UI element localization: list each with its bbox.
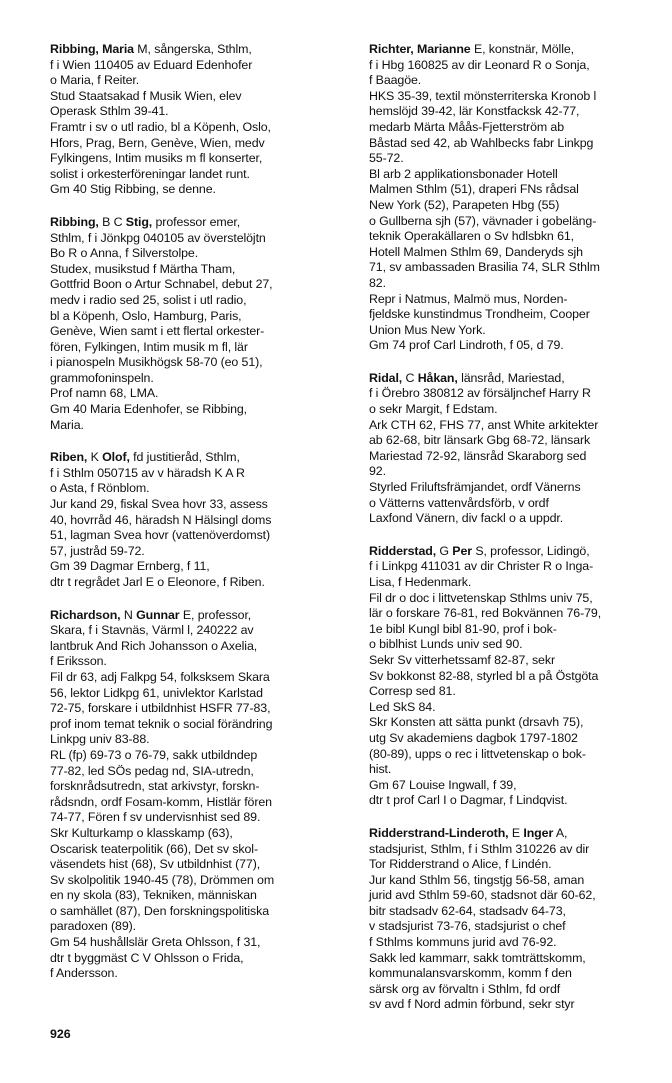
entry-text-line: stadsjurist, Sthlm, f i Sthlm 310226 av dir — [369, 841, 590, 856]
entry-text-line: o Vätterns vattenvårdsförb, v ordf — [369, 495, 549, 510]
left-column — [50, 42, 342, 999]
entry-text-line: dtr t byggmäst C V Ohlsson o Frida, — [50, 950, 244, 965]
biography-entry — [369, 544, 661, 809]
entry-text-line: dtr t prof Carl I o Dagmar, f Lindqvist. — [369, 793, 568, 808]
entry-text-line: medv i radio sed 25, solist i utl radio, — [50, 292, 247, 307]
entry-text-line: 55-72. — [369, 151, 404, 166]
entry-text-line: f i Örebro 380812 av försäljnchef Harry R — [369, 386, 591, 401]
entry-text-line: hemslöjd 39-42, lär Konstfacksk 42-77, — [369, 104, 580, 119]
entry-text-line: medarb Märta Måås-Fjetterström ab — [369, 119, 565, 134]
entry-heading-rest: E, konstnär, Mölle, — [470, 42, 574, 56]
entry-text-line: Fil dr o doc i littvetenskap Sthlms univ 75, — [369, 590, 593, 605]
entry-text-line: Gm 54 hushållslär Greta Ohlsson, f 31, — [50, 935, 261, 950]
entry-text-line: o biblhist Lunds univ sed 90. — [369, 637, 523, 652]
entry-initials: B C — [102, 214, 126, 229]
entry-text-line: f Baagöe. — [369, 73, 422, 88]
biography-entry — [369, 826, 661, 1013]
entry-surname: Riben, — [50, 450, 91, 465]
entry-text-line: 1e bibl Kungl bibl 81-90, prof i bok- — [369, 621, 557, 636]
entry-initials: G — [439, 543, 453, 558]
entry-text-line: HKS 35-39, textil mönsterriterska Kronob l — [369, 88, 597, 103]
entry-given-name: Per — [452, 543, 472, 558]
entry-surname: Ridderstad, — [369, 543, 440, 558]
entry-text-line: Prof namn 68, LMA. — [50, 386, 159, 401]
right-column — [369, 42, 661, 1030]
entry-text-line: Sv skolpolitik 1940-45 (78), Drömmen om — [50, 872, 275, 887]
entry-text-line: 92. — [369, 464, 386, 479]
entry-heading — [50, 450, 342, 466]
entry-heading — [50, 42, 342, 58]
entry-text-line: Fylkingens, Intim musiks m fl konserter, — [50, 151, 263, 166]
entry-text-line: Bo R o Anna, f Silverstolpe. — [50, 246, 199, 261]
entry-text-line: Linkpg univ 83-88. — [50, 732, 150, 747]
entry-given-name: Stig, — [125, 214, 153, 229]
entry-given-name: Marianne — [417, 42, 471, 56]
entry-text-line: RL (fp) 69-73 o 76-79, sakk utbildndep — [50, 747, 258, 762]
entry-text-line: Lisa, f Hedenmark. — [369, 575, 472, 589]
entry-text-line: väsendets hist (68), Sv utbildnhist (77), — [50, 857, 261, 872]
entry-text-line: Operask Sthlm 39-41. — [50, 104, 169, 119]
entry-text-line: Styrled Friluftsfrämjandet, ordf Vänerns — [369, 480, 581, 495]
entry-heading — [369, 544, 661, 560]
entry-text-line: Hotell Malmen Sthlm 69, Danderyds sjh — [369, 244, 583, 259]
entry-text-line: jurid avd Sthlm 59-60, stadsnot där 60-62, — [369, 888, 596, 903]
entry-heading-rest: länsråd, Mariestad, — [457, 370, 565, 385]
entry-text-line: fjeldske kunstindmus Trondheim, Cooper — [369, 307, 590, 322]
entry-text-line: Gm 74 prof Carl Lindroth, f 05, d 79. — [369, 338, 564, 353]
entry-heading-rest: fd justitieråd, Sthlm, — [129, 450, 240, 465]
entry-text-line: New York (52), Parapeten Hbg (55) — [369, 197, 560, 212]
entry-text-line: o Asta, f Rönblom. — [50, 481, 150, 496]
entry-text-line: f i Wien 110405 av Eduard Edenhofer — [50, 57, 253, 72]
entry-text-line: Stud Staatsakad f Musik Wien, elev — [50, 88, 242, 103]
entry-text-line: Jur kand Sthlm 56, tingstjg 56-58, aman — [369, 872, 585, 887]
entry-text-line: Jur kand 29, fiskal Svea hovr 33, assess — [50, 497, 268, 512]
entry-text-line: bl a Köpenh, Oslo, Hamburg, Paris, — [50, 308, 242, 323]
entry-text-line: Genève, Wien samt i ett flertal orkester- — [50, 324, 265, 339]
entry-heading-rest: professor emer, — [152, 214, 241, 229]
entry-text-line: utg Sv akademiens dagbok 1797-1802 — [369, 730, 578, 745]
entry-text-line: Hfors, Prag, Bern, Genève, Wien, medv — [50, 135, 265, 150]
entry-text-line: o samhället (87), Den forskningspolitiska — [50, 903, 270, 918]
entry-text-line: lär o forskare 76-81, red Bokvännen 76-79, — [369, 606, 602, 621]
entry-text-line: f Andersson. — [50, 966, 118, 981]
entry-heading — [50, 215, 342, 231]
entry-text-line: 74-77, Fören f sv undervisnhist sed 89. — [50, 810, 261, 825]
entry-text-line: 72-75, forskare i utbildnhist HSFR 77-83, — [50, 701, 271, 716]
entry-text-line: hist. — [369, 762, 392, 777]
entry-text-line: sv avd f Nord admin förbund, sekr styr — [369, 997, 575, 1012]
entry-heading-rest: M, sångerska, Sthlm, — [133, 42, 252, 56]
entry-text-line: o Maria, f Reiter. — [50, 73, 140, 88]
entry-text-line: Led SkS 84. — [369, 699, 436, 714]
entry-text-line: Mariestad 72-92, länsråd Skaraborg sed — [369, 448, 587, 463]
entry-initials: N — [123, 607, 137, 622]
entry-heading — [369, 371, 661, 387]
entry-text-line: f i Hbg 160825 av dir Leonard R o Sonja, — [369, 57, 590, 72]
entry-text-line: Båstad sed 42, ab Wahlbecks fabr Linkpg — [369, 135, 594, 150]
entry-surname: Ribbing, — [50, 42, 103, 56]
entry-text-line: Skara, f i Stavnäs, Värml l, 240222 av — [50, 623, 254, 638]
entry-given-name: Gunnar — [136, 607, 180, 622]
entry-text-line: Corresp sed 81. — [369, 684, 456, 699]
entry-text-line: 77-82, led SÖs pedag nd, SIA-utredn, — [50, 763, 254, 778]
entry-text-line: lantbruk And Rich Johansson o Axelia, — [50, 638, 258, 653]
entry-text-line: fören, Fylkingen, Intim musik m fl, lär — [50, 339, 248, 354]
entry-heading-rest: A, — [553, 825, 568, 840]
entry-text-line: o Gullberna sjh (57), vävnader i gobeläng- — [369, 213, 597, 228]
entry-text-line: v stadsjurist 73-76, stadsjurist o chef — [369, 919, 566, 934]
entry-text-line: f i Linkpg 411031 av dir Christer R o Inga- — [369, 559, 594, 574]
entry-text-line: Oscarisk teaterpolitik (66), Det sv skol- — [50, 841, 258, 856]
biography-entry — [50, 42, 342, 198]
entry-text-line: rådsndn, ordf Fosam-komm, Histlär fören — [50, 794, 272, 809]
entry-text-line: 40, hovrråd 46, häradsh N Hälsingl doms — [50, 512, 272, 527]
entry-text-line: Fil dr 63, adj Falkpg 54, folksksem Skara — [50, 669, 270, 684]
entry-text-line: 71, sv ambassaden Brasilia 74, SLR Sthlm — [369, 260, 600, 275]
entry-text-line: Sekr Sv vitterhetssamf 82-87, sekr — [369, 652, 555, 667]
biography-entry — [50, 215, 342, 433]
entry-text-line: forsknrådsutredn, stat arkivstyr, forskn- — [50, 779, 260, 794]
entry-given-name: Maria — [102, 42, 134, 56]
entry-text-line: dtr t regrådet Jarl E o Eleonore, f Riben. — [50, 575, 265, 589]
entry-heading-rest: S, professor, Lidingö, — [471, 543, 590, 558]
entry-text-line: Skr Kulturkamp o klasskamp (63), — [50, 825, 233, 840]
entry-surname: Ridderstrand-Linderoth, — [369, 825, 512, 840]
entry-initials: C — [405, 370, 418, 385]
biography-entry — [369, 42, 661, 354]
entry-heading — [369, 42, 661, 58]
entry-heading — [50, 608, 342, 624]
entry-heading — [369, 826, 661, 842]
entry-text-line: Maria. — [50, 417, 84, 432]
entry-text-line: teknik Operakällaren o Sv hdlsbkn 61, — [369, 229, 574, 244]
entry-text-line: solist i orkesterföreningar landet runt. — [50, 166, 250, 181]
entry-text-line: Sakk led kammarr, sakk tomträttskomm, — [369, 950, 586, 965]
entry-text-line: bitr stadsadv 62-64, stadsadv 64-73, — [369, 903, 566, 918]
entry-text-line: Sthlm, f i Jönkpg 040105 av överstelöjtn — [50, 230, 266, 245]
entry-initials: E — [511, 825, 524, 840]
entry-text-line: Skr Konsten att sätta punkt (drsavh 75), — [369, 715, 584, 730]
entry-heading-rest: E, professor, — [179, 607, 252, 622]
biography-entry — [369, 371, 661, 527]
biography-entry — [50, 608, 342, 982]
entry-surname: Ribbing, — [50, 214, 103, 229]
entry-text-line: Bl arb 2 applikationsbonader Hotell — [369, 166, 558, 181]
entry-text-line: (80-89), upps o rec i littvetenskap o bok- — [369, 746, 586, 761]
entry-text-line: Malmen Sthlm (51), draperi FNs rådsal — [369, 182, 579, 197]
biography-entry — [50, 450, 342, 590]
entry-text-line: Framtr i sv o utl radio, bl a Köpenh, Oslo, — [50, 119, 271, 134]
entry-text-line: särsk org av förvaltn i Sthlm, fd ordf — [369, 981, 561, 996]
entry-text-line: o sekr Margit, f Edstam. — [369, 402, 498, 417]
entry-text-line: 82. — [369, 275, 386, 290]
entry-given-name: Olof, — [102, 450, 130, 465]
entry-text-line: ab 62-68, bitr länsark Gbg 68-72, länsark — [369, 433, 591, 448]
entry-surname: Richter, — [369, 42, 417, 56]
entry-given-name: Håkan, — [417, 370, 458, 385]
entry-text-line: 51, lagman Svea hovr (vattenöverdomst) — [50, 528, 271, 543]
entry-text-line: kommunalansvarskomm, komm f den — [369, 966, 572, 981]
entry-text-line: Tor Ridderstrand o Alice, f Lindén. — [369, 857, 552, 872]
entry-text-line: prof inom temat teknik o social förändring — [50, 716, 273, 731]
entry-text-line: 57, justråd 59-72. — [50, 543, 145, 558]
entry-text-line: 56, lektor Lidkpg 61, univlektor Karlstad — [50, 685, 263, 700]
entry-text-line: f Eriksson. — [50, 654, 107, 669]
entry-text-line: grammofoninspeln. — [50, 370, 154, 385]
entry-text-line: Gm 67 Louise Ingwall, f 39, — [369, 777, 517, 792]
entry-text-line: Repr i Natmus, Malmö mus, Norden- — [369, 291, 568, 306]
entry-text-line: i pianospeln Musikhögsk 58-70 (eo 51), — [50, 355, 263, 370]
entry-text-line: Laxfond Vänern, div fackl o a uppdr. — [369, 511, 564, 526]
entry-text-line: Sv bokkonst 82-88, styrled bl a på Östgöta — [369, 668, 599, 683]
entry-text-line: Gm 39 Dagmar Ernberg, f 11, — [50, 559, 210, 574]
entry-initials: K — [90, 450, 103, 465]
entry-surname: Ridal, — [369, 370, 406, 385]
entry-text-line: en ny skola (83), Tekniken, människan — [50, 888, 257, 903]
entry-text-line: Gm 40 Stig Ribbing, se denne. — [50, 182, 216, 197]
page-number: 926 — [50, 1027, 71, 1041]
entry-given-name: Inger — [523, 825, 554, 840]
entry-text-line: f Sthlms kommuns jurid avd 76-92. — [369, 935, 557, 950]
entry-text-line: Union Mus New York. — [369, 322, 486, 337]
entry-text-line: f i Sthlm 050715 av v häradsh K A R — [50, 465, 245, 480]
entry-text-line: Ark CTH 62, FHS 77, anst White arkitekter — [369, 417, 599, 432]
entry-text-line: Gm 40 Maria Edenhofer, se Ribbing, — [50, 402, 248, 417]
entry-text-line: paradoxen (89). — [50, 919, 136, 934]
entry-text-line: Studex, musikstud f Märtha Tham, — [50, 261, 236, 276]
entry-text-line: Gottfrid Boon o Artur Schnabel, debut 27, — [50, 277, 273, 292]
entry-surname: Richardson, — [50, 607, 124, 622]
